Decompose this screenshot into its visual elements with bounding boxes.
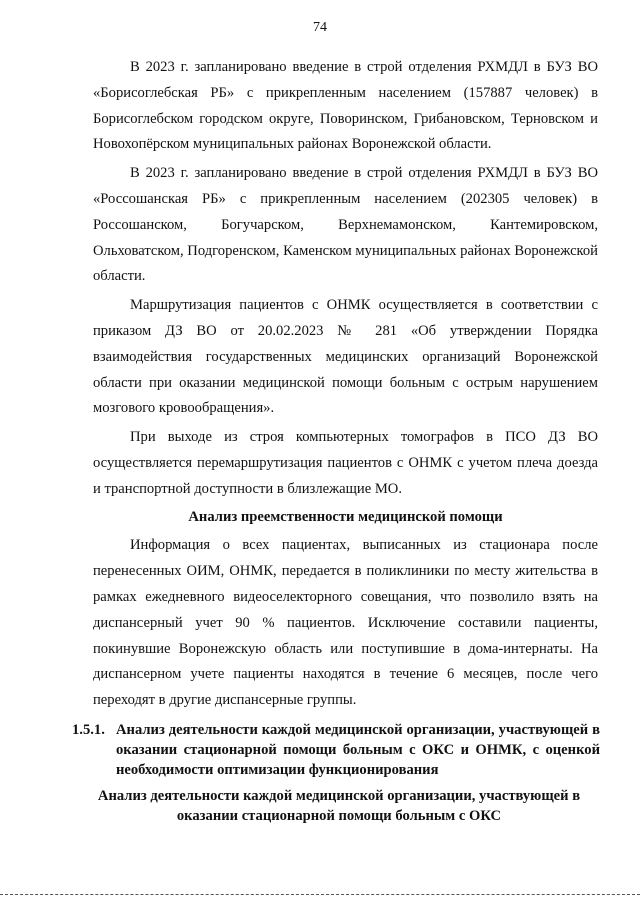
document-body: [93, 55, 598, 714]
paragraph-borisoglebsk: В 2023 г. запланировано введение в строй отделения РХМДЛ в БУЗ ВО «Борисоглебская РБ» с прикрепленным населением (157887 человек) в Борисоглебском городском округе, Поворинском, Грибановском, Терновском и Новохопёрском муниципальных районах Воронежской области.: [93, 59, 598, 153]
continuity-heading: Анализ преемственности медицинской помощи: [188, 508, 503, 525]
paragraph-rossosh: В 2023 г. запланировано введение в строй отделения РХМДЛ в БУЗ ВО «Россошанская РБ» с прикрепленным населением (202305 человек) в Россошанском, Богучарском, Верхнемамонском, Кантемировском, Ольховатском, Подгоренском, Каменском муниципальных районах Воронежской области.: [93, 165, 598, 285]
paragraph-ct-failure: При выходе из строя компьютерных томографов в ПСО ДЗ ВО осуществляется перемаршрутизация пациентов с ОНМК с учетом плеча доезда и транспортной доступности в близлежащие МО.: [93, 429, 598, 497]
paragraph-continuity: Информация о всех пациентах, выписанных из стационара после перенесенных ОИМ, ОНМК, передается в поликлиники по месту жительства в рамках ежедневного видеоселекторного совещания, что позволило взять на диспансерный учет 90 % пациентов. Исключение составили пациенты, покинувшие Воронежскую область или поступившие в дома-интернаты. На диспансерном учете пациенты находятся в течение 6 месяцев, после чего переходят в другие диспансерные группы.: [93, 537, 598, 709]
section-heading: [72, 720, 600, 780]
page-number: 74: [313, 20, 327, 35]
section-number: 1.5.1.: [72, 722, 105, 738]
subsection-heading: Анализ деятельности каждой медицинской организации, участвующей в оказании стационарной помощи больным с ОКС: [97, 788, 581, 824]
paragraph-routing-order: Маршрутизация пациентов с ОНМК осуществляется в соответствии с приказом ДЗ ВО от 20.02.2023 № 281 «Об утверждении Порядка взаимодействия государственных медицинских организаций Воронежской области при оказании медицинской помощи больным с острым нарушением мозгового кровообращения».: [93, 297, 598, 417]
section-title: Анализ деятельности каждой медицинской организации, участвующей в оказании стационарной помощи больным с ОКС и ОНМК, с оценкой необходимости оптимизации функционирования: [116, 722, 600, 778]
footer-divider: [0, 894, 640, 895]
